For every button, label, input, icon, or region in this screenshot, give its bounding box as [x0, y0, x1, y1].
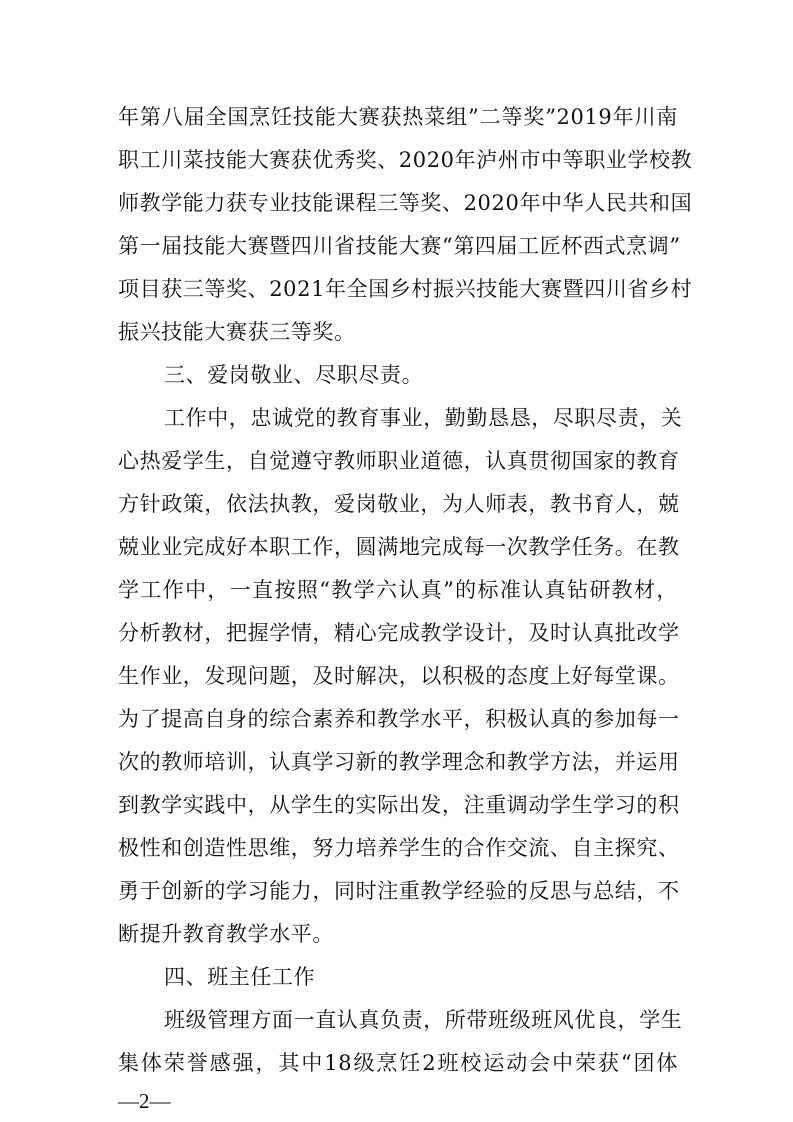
text-line: 次的教师培训，认真学习新的教学理念和教学方法，并运用 — [118, 750, 680, 774]
text-line: 学工作中，一直按照“教学六认真”的标准认真钻研教材， — [118, 578, 678, 602]
text-line: 振兴技能大赛获三等奖。 — [118, 320, 356, 344]
text-line: 师教学能力获专业技能课程三等奖、2020年中华人民共和国 — [118, 191, 693, 215]
text-line: 第一届技能大赛暨四川省技能大赛“第四届工匠杯西式烹调” — [118, 234, 681, 258]
text-line: 工作中，忠诚党的教育事业，勤勤恳恳，尽职尽责，关 — [164, 406, 683, 430]
text-line: 为了提高自身的综合素养和教学水平，积极认真的参加每一 — [118, 707, 680, 731]
text-line: 方针政策，依法执教，爱岗敬业，为人师表，教书育人，兢 — [118, 492, 680, 516]
text-line: 班级管理方面一直认真负责，所带班级班风优良，学生 — [164, 1008, 683, 1032]
text-line: 兢业业完成好本职工作，圆满地完成每一次教学任务。在教 — [118, 535, 680, 559]
page-number: —2— — [118, 1089, 171, 1113]
text-line: 断提升教育教学水平。 — [118, 922, 334, 946]
section-heading: 三、爱岗敬业、尽职尽责。 — [164, 363, 424, 387]
text-line: 极性和创造性思维，努力培养学生的合作交流、自主探究、 — [118, 836, 680, 860]
text-line: 分析教材，把握学情，精心完成教学设计，及时认真批改学 — [118, 621, 680, 645]
text-line: 心热爱学生，自觉遵守教师职业道德，认真贯彻国家的教育 — [118, 449, 680, 473]
text-line: 项目获三等奖、2021年全国乡村振兴技能大赛暨四川省乡村 — [118, 277, 693, 301]
text-line: 年第八届全国烹饪技能大赛获热菜组”二等奖”2019年川南 — [118, 105, 678, 129]
text-line: 到教学实践中，从学生的实际出发，注重调动学生学习的积 — [118, 793, 680, 817]
text-line: 集体荣誉感强，其中18级烹饪2班校运动会中荣获“团体 — [118, 1051, 678, 1075]
text-line: 勇于创新的学习能力，同时注重教学经验的反思与总结，不 — [118, 879, 680, 903]
text-line: 职工川菜技能大赛获优秀奖、2020年泸州市中等职业学校教 — [118, 148, 693, 172]
text-line: 生作业，发现问题，及时解决，以积极的态度上好每堂课。 — [118, 664, 680, 688]
section-heading: 四、班主任工作 — [164, 965, 316, 989]
